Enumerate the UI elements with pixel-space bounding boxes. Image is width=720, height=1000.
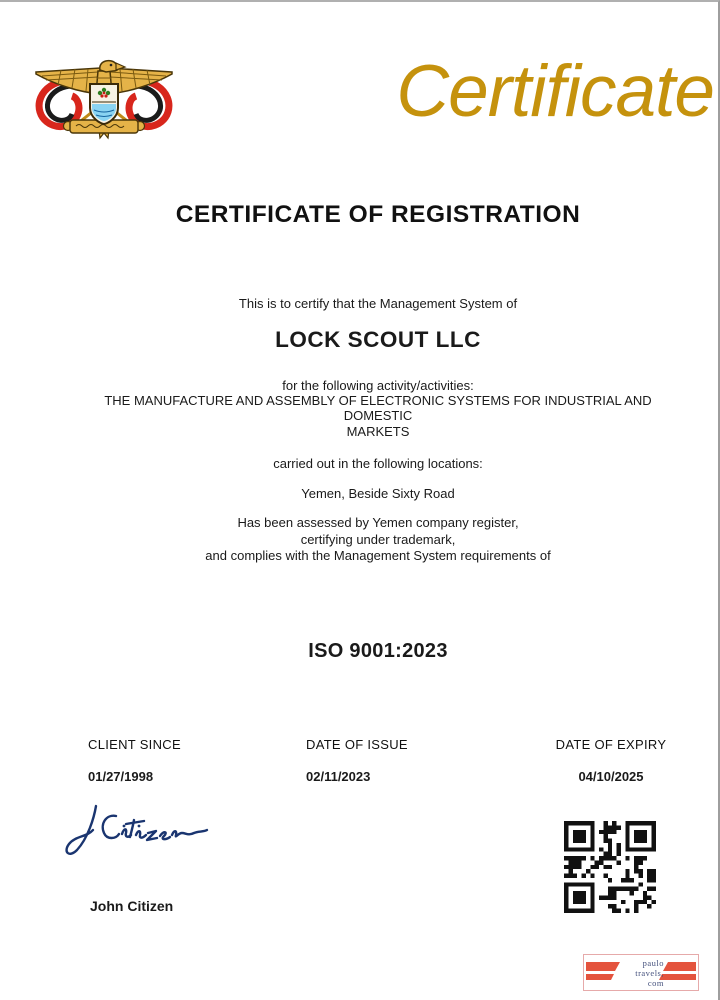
activity-line: THE MANUFACTURE AND ASSEMBLY OF ELECTRONIC SYSTEMS FOR INDUSTRIAL AND xyxy=(104,393,652,409)
footer-logo xyxy=(583,954,699,991)
location-text: Yemen, Beside Sixty Road xyxy=(301,486,455,501)
footer-logo-line: travels, xyxy=(635,968,664,978)
intro-text: This is to certify that the Management System of xyxy=(238,296,518,311)
signer-name: John Citizen xyxy=(90,898,174,914)
iso-standard: ISO 9001:2023 xyxy=(308,640,448,662)
footer-logo-line: paulo xyxy=(642,958,664,968)
activity-line: MARKETS xyxy=(346,423,410,439)
field-value: 04/10/2025 xyxy=(578,769,644,784)
field-value: 01/27/1998 xyxy=(88,769,154,784)
field-client-since xyxy=(88,737,181,784)
certificate-script-title: Certificate xyxy=(396,51,714,132)
locations-intro: carried out in the following locations: xyxy=(273,456,483,471)
yemen-coat-of-arms-emblem xyxy=(28,58,180,142)
field-label: CLIENT SINCE xyxy=(88,737,181,752)
field-label: DATE OF ISSUE xyxy=(306,737,408,752)
assessment-line: Has been assessed by Yemen company register, xyxy=(237,515,519,530)
company-name: LOCK SCOUT LLC xyxy=(275,327,481,352)
activity-intro: for the following activity/activities: xyxy=(282,378,474,393)
field-date-of-issue xyxy=(306,737,408,784)
footer-logo-text xyxy=(616,958,664,988)
signature-graphic xyxy=(60,802,210,860)
field-date-of-expiry xyxy=(555,737,667,784)
footer-logo-line: com xyxy=(647,978,664,988)
assessment-line: certifying under trademark, xyxy=(300,531,456,547)
field-value: 02/11/2023 xyxy=(306,769,371,784)
assessment-line: and complies with the Management System requirements of xyxy=(205,548,551,563)
qr-code xyxy=(564,821,656,913)
activity-line: DOMESTIC xyxy=(343,408,413,424)
fields-row xyxy=(0,737,720,787)
certificate-heading: CERTIFICATE OF REGISTRATION xyxy=(175,201,581,228)
activity-block xyxy=(88,378,668,439)
field-label: DATE OF EXPIRY xyxy=(555,737,667,752)
assessment-block xyxy=(88,515,668,565)
